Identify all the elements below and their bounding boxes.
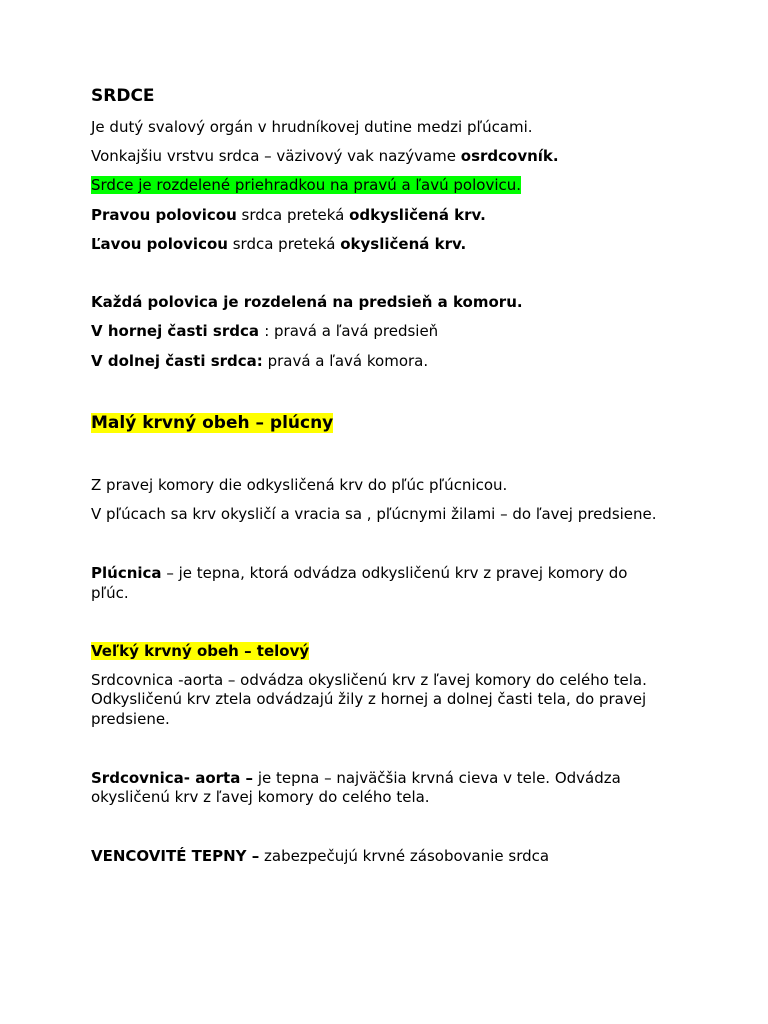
paragraph-right-half: [91, 205, 486, 225]
aorta-term: Srdcovnica- aorta –: [91, 769, 254, 787]
right-half-term: Pravou polovicou: [91, 206, 237, 224]
page-title: SRDCE: [91, 86, 155, 106]
paragraph-pericardium: [91, 146, 559, 166]
paragraph-septum: [91, 175, 521, 195]
upper-part-term: V hornej časti srdca: [91, 322, 265, 340]
paragraph-aorta-line1: Srdcovnica -aorta – odvádza okysličenú krv z ľavej komory do celého tela.: [91, 671, 647, 689]
paragraph-upper-part: [91, 321, 438, 341]
right-half-text: srdca preteká: [236, 206, 350, 224]
septum-highlighted-text: Srdce je rozdelené priehradkou na pravú a ľavú polovicu.: [91, 176, 522, 194]
coronary-term: VENCOVITÉ TEPNY –: [91, 847, 260, 865]
paragraph-pulmonary-artery: [91, 563, 627, 583]
paragraph-aorta-definition-cont: okysličenú krv z ľavej komory do celého tela.: [91, 788, 430, 806]
lower-part-text: pravá a ľavá komora.: [262, 352, 429, 370]
aorta-text: je tepna – najväčšia krvná cieva v tele. Odvádza: [253, 769, 621, 787]
left-half-text: srdca preteká: [227, 235, 341, 253]
paragraph-aorta-definition: [91, 768, 621, 788]
coronary-text: zabezpečujú krvné zásobovanie srdca: [259, 847, 550, 865]
pulmonary-artery-term: Plúcnica: [91, 564, 162, 582]
pericardium-text: Vonkajšiu vrstvu srdca – väzivový vak nazývame: [91, 147, 461, 165]
paragraph-pulmonary-1: Z pravej komory die odkysličená krv do pľúc pľúcnicou.: [91, 476, 508, 494]
paragraph-division: Každá polovica je rozdelená na predsieň a komoru.: [91, 293, 523, 311]
paragraph-left-half: [91, 234, 466, 254]
pericardium-term: osrdcovník.: [460, 147, 559, 165]
paragraph-pulmonary-2: V pľúcach sa krv okysličí a vracia sa , pľúcnymi žilami – do ľavej predsiene.: [91, 505, 657, 523]
paragraph-aorta-line2: Odkysličenú krv ztela odvádzajú žily z hornej a dolnej časti tela, do pravej: [91, 690, 647, 708]
right-half-blood: odkysličená krv.: [349, 206, 486, 224]
paragraph-coronary-arteries: [91, 846, 549, 866]
left-half-term: Ľavou polovicou: [91, 235, 228, 253]
pulmonary-artery-text: – je tepna, ktorá odvádza odkysličenú krv z pravej komory do: [161, 564, 628, 582]
upper-part-text: : pravá a ľavá predsieň: [264, 322, 439, 340]
left-half-blood: okysličená krv.: [340, 235, 467, 253]
heading-pulmonary-circulation: [91, 413, 333, 433]
paragraph-definition: Je dutý svalový orgán v hrudníkovej dutine medzi pľúcami.: [91, 118, 533, 136]
heading-systemic-circulation: [91, 641, 309, 661]
paragraph-aorta-line3: predsiene.: [91, 710, 170, 728]
paragraph-pulmonary-artery-cont: pľúc.: [91, 584, 129, 602]
heading-systemic-text: Veľký krvný obeh – telový: [91, 642, 310, 660]
lower-part-term: V dolnej časti srdca:: [91, 352, 263, 370]
paragraph-lower-part: [91, 351, 428, 371]
heading-pulmonary-text: Malý krvný obeh – plúcny: [91, 413, 334, 433]
